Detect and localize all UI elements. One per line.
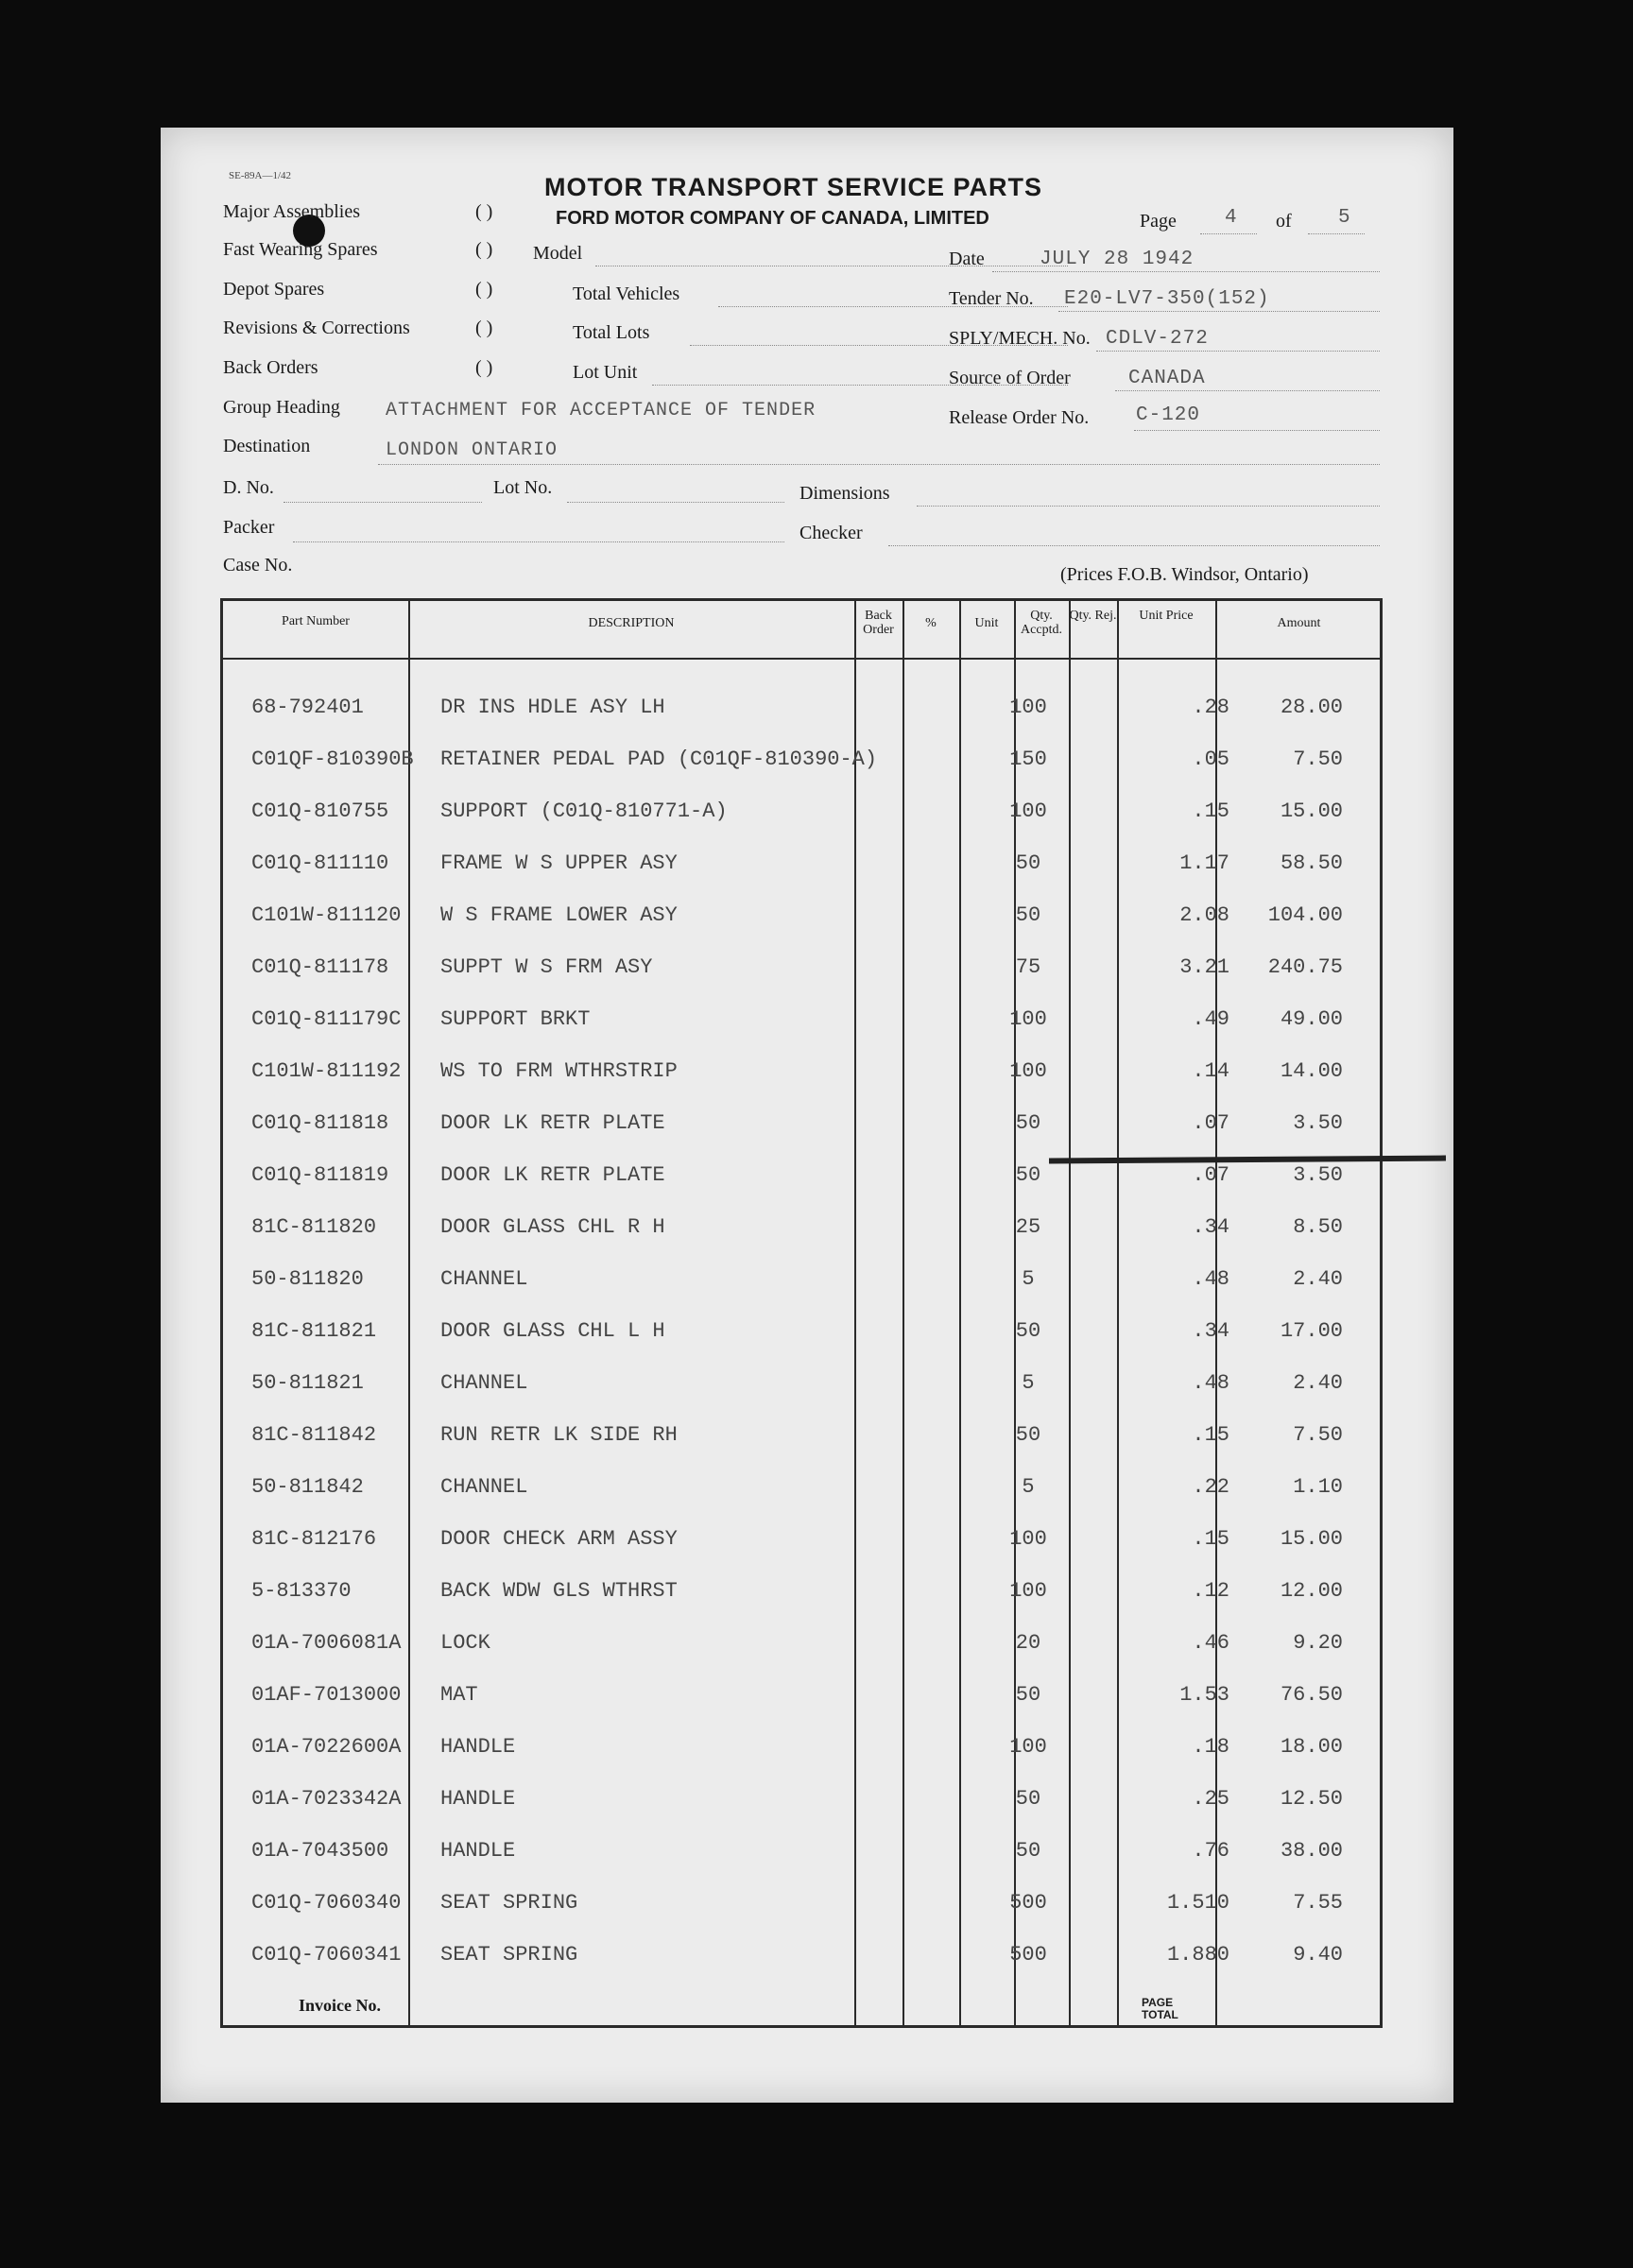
part-number-cell: C01Q-811819 bbox=[251, 1163, 389, 1187]
unit-price-cell: 3.21 bbox=[1179, 955, 1229, 979]
amount-cell: 17.00 bbox=[1280, 1319, 1343, 1343]
dimensions-label: Dimensions bbox=[799, 483, 890, 504]
part-number-cell: 01AF-7013000 bbox=[251, 1683, 402, 1707]
part-number-cell: 50-811820 bbox=[251, 1267, 364, 1291]
amount-cell: 9.40 bbox=[1293, 1943, 1343, 1967]
lot-unit-label: Lot Unit bbox=[573, 362, 638, 383]
col-description: DESCRIPTION bbox=[588, 616, 675, 630]
part-number-cell: C01Q-810755 bbox=[251, 799, 389, 823]
description-cell: SUPPORT BRKT bbox=[440, 1007, 591, 1031]
description-cell: RUN RETR LK SIDE RH bbox=[440, 1423, 678, 1447]
table-row bbox=[223, 1464, 1380, 1515]
part-number-cell: 01A-7006081A bbox=[251, 1631, 402, 1655]
description-cell: CHANNEL bbox=[440, 1475, 528, 1499]
qty-accepted-cell: 100 bbox=[1009, 1735, 1047, 1759]
amount-cell: 12.50 bbox=[1280, 1787, 1343, 1811]
release-order-label: Release Order No. bbox=[949, 407, 1090, 428]
table-row bbox=[223, 996, 1380, 1047]
amount-cell: 15.00 bbox=[1280, 799, 1343, 823]
table-row bbox=[223, 1620, 1380, 1671]
amount-cell: 18.00 bbox=[1280, 1735, 1343, 1759]
col-part-number: Part Number bbox=[282, 614, 350, 628]
sply-mech-label: SPLY/MECH. No. bbox=[949, 328, 1091, 349]
qty-accepted-cell: 50 bbox=[1015, 1839, 1041, 1863]
tender-value: E20-LV7-350(152) bbox=[1064, 288, 1270, 310]
description-cell: RETAINER PEDAL PAD (C01QF-810390-A) bbox=[440, 747, 878, 771]
table-row bbox=[223, 840, 1380, 891]
description-cell: CHANNEL bbox=[440, 1371, 528, 1395]
amount-cell: 49.00 bbox=[1280, 1007, 1343, 1031]
table-row bbox=[223, 944, 1380, 995]
unit-price-cell: .05 bbox=[1192, 747, 1229, 771]
qty-accepted-cell: 50 bbox=[1015, 1423, 1041, 1447]
col-back-order: Back Order bbox=[863, 609, 894, 637]
qty-accepted-cell: 100 bbox=[1009, 799, 1047, 823]
qty-accepted-cell: 5 bbox=[1022, 1371, 1035, 1395]
unit-price-cell: .25 bbox=[1192, 1787, 1229, 1811]
tender-label: Tender No. bbox=[949, 288, 1034, 309]
col-qty-accptd: Qty. Accptd. bbox=[1021, 609, 1062, 637]
table-row bbox=[223, 892, 1380, 943]
part-number-cell: 81C-811821 bbox=[251, 1319, 377, 1343]
checker-label: Checker bbox=[799, 523, 863, 543]
qty-accepted-cell: 25 bbox=[1015, 1215, 1041, 1239]
description-cell: DOOR CHECK ARM ASSY bbox=[440, 1527, 678, 1551]
qty-accepted-cell: 50 bbox=[1015, 1163, 1041, 1187]
description-cell: DOOR GLASS CHL R H bbox=[440, 1215, 665, 1239]
unit-price-cell: .34 bbox=[1192, 1215, 1229, 1239]
qty-accepted-cell: 5 bbox=[1022, 1475, 1035, 1499]
table-row bbox=[223, 1880, 1380, 1931]
amount-cell: 14.00 bbox=[1280, 1059, 1343, 1083]
description-cell: SEAT SPRING bbox=[440, 1891, 578, 1915]
fast-wearing-spares-label: Fast Wearing Spares bbox=[223, 239, 378, 260]
col-unit: Unit bbox=[974, 616, 999, 630]
qty-accepted-cell: 50 bbox=[1015, 851, 1041, 875]
description-cell: SUPPT W S FRM ASY bbox=[440, 955, 653, 979]
table-row bbox=[223, 1568, 1380, 1619]
table-row bbox=[223, 1412, 1380, 1463]
part-number-cell: C01QF-810390B bbox=[251, 747, 414, 771]
description-cell: DOOR GLASS CHL L H bbox=[440, 1319, 665, 1343]
unit-price-cell: 2.08 bbox=[1179, 903, 1229, 927]
amount-cell: 15.00 bbox=[1280, 1527, 1343, 1551]
part-number-cell: C01Q-811179C bbox=[251, 1007, 402, 1031]
group-heading-value: ATTACHMENT FOR ACCEPTANCE OF TENDER bbox=[386, 400, 816, 421]
table-row bbox=[223, 1256, 1380, 1307]
source-label: Source of Order bbox=[949, 368, 1071, 388]
table-row bbox=[223, 1828, 1380, 1879]
table-row bbox=[223, 1100, 1380, 1151]
description-cell: HANDLE bbox=[440, 1839, 516, 1863]
unit-price-cell: 1.510 bbox=[1166, 1891, 1229, 1915]
unit-price-cell: .49 bbox=[1192, 1007, 1229, 1031]
form-code: SE-89A—1/42 bbox=[229, 170, 291, 181]
unit-price-cell: .15 bbox=[1192, 799, 1229, 823]
amount-cell: 12.00 bbox=[1280, 1579, 1343, 1603]
description-cell: DR INS HDLE ASY LH bbox=[440, 696, 665, 719]
table-row bbox=[223, 1360, 1380, 1411]
amount-cell: 38.00 bbox=[1280, 1839, 1343, 1863]
unit-price-cell: .48 bbox=[1192, 1267, 1229, 1291]
amount-cell: 3.50 bbox=[1293, 1163, 1343, 1187]
table-row bbox=[223, 1932, 1380, 1983]
table-row bbox=[223, 1776, 1380, 1827]
unit-price-cell: .48 bbox=[1192, 1371, 1229, 1395]
description-cell: BACK WDW GLS WTHRST bbox=[440, 1579, 678, 1603]
lot-no-label: Lot No. bbox=[493, 477, 553, 498]
part-number-cell: 68-792401 bbox=[251, 696, 364, 719]
qty-accepted-cell: 150 bbox=[1009, 747, 1047, 771]
destination-value: LONDON ONTARIO bbox=[386, 439, 559, 461]
model-label: Model bbox=[533, 243, 583, 264]
unit-price-cell: 1.17 bbox=[1179, 851, 1229, 875]
qty-accepted-cell: 500 bbox=[1009, 1943, 1047, 1967]
page-total-label: PAGE TOTAL bbox=[1142, 1996, 1178, 2021]
amount-cell: 58.50 bbox=[1280, 851, 1343, 875]
unit-price-cell: .28 bbox=[1192, 696, 1229, 719]
source-value: CANADA bbox=[1128, 368, 1206, 389]
description-cell: SUPPORT (C01Q-810771-A) bbox=[440, 799, 728, 823]
qty-accepted-cell: 100 bbox=[1009, 1579, 1047, 1603]
col-qty-rej: Qty. Rej. bbox=[1069, 609, 1117, 623]
part-number-cell: C01Q-811178 bbox=[251, 955, 389, 979]
description-cell: HANDLE bbox=[440, 1787, 516, 1811]
table-row bbox=[223, 1204, 1380, 1255]
description-cell: MAT bbox=[440, 1683, 478, 1707]
qty-accepted-cell: 75 bbox=[1015, 955, 1041, 979]
part-number-cell: 01A-7022600A bbox=[251, 1735, 402, 1759]
table-row bbox=[223, 1516, 1380, 1567]
release-order-value: C-120 bbox=[1136, 404, 1201, 426]
page-total-count: 5 bbox=[1338, 207, 1351, 229]
description-cell: HANDLE bbox=[440, 1735, 516, 1759]
amount-cell: 76.50 bbox=[1280, 1683, 1343, 1707]
qty-accepted-cell: 500 bbox=[1009, 1891, 1047, 1915]
unit-price-cell: .12 bbox=[1192, 1579, 1229, 1603]
col-unit-price: Unit Price bbox=[1139, 609, 1194, 623]
description-cell: DOOR LK RETR PLATE bbox=[440, 1111, 665, 1135]
amount-cell: 240.75 bbox=[1267, 955, 1343, 979]
table-row bbox=[223, 736, 1380, 787]
back-orders-checkbox: ( ) bbox=[475, 357, 493, 378]
of-label: of bbox=[1276, 211, 1292, 232]
col-amount: Amount bbox=[1277, 616, 1321, 630]
amount-cell: 104.00 bbox=[1267, 903, 1343, 927]
date-label: Date bbox=[949, 249, 985, 269]
page-number: 4 bbox=[1225, 207, 1238, 229]
table-row bbox=[223, 788, 1380, 839]
qty-accepted-cell: 50 bbox=[1015, 1787, 1041, 1811]
description-cell: LOCK bbox=[440, 1631, 490, 1655]
qty-accepted-cell: 50 bbox=[1015, 1319, 1041, 1343]
part-number-cell: 81C-811842 bbox=[251, 1423, 377, 1447]
description-cell: SEAT SPRING bbox=[440, 1943, 578, 1967]
table-row bbox=[223, 1308, 1380, 1359]
unit-price-cell: 1.53 bbox=[1179, 1683, 1229, 1707]
company-name: FORD MOTOR COMPANY OF CANADA, LIMITED bbox=[556, 208, 989, 229]
part-number-cell: 5-813370 bbox=[251, 1579, 352, 1603]
invoice-label: Invoice No. bbox=[299, 1996, 381, 2015]
group-heading-label: Group Heading bbox=[223, 397, 340, 418]
part-number-cell: C01Q-811110 bbox=[251, 851, 389, 875]
fast-wearing-spares-checkbox: ( ) bbox=[475, 239, 493, 260]
part-number-cell: 81C-812176 bbox=[251, 1527, 377, 1551]
amount-cell: 2.40 bbox=[1293, 1371, 1343, 1395]
part-number-cell: C01Q-7060341 bbox=[251, 1943, 402, 1967]
table-row bbox=[223, 1724, 1380, 1775]
qty-accepted-cell: 20 bbox=[1015, 1631, 1041, 1655]
back-orders-label: Back Orders bbox=[223, 357, 318, 378]
prices-note: (Prices F.O.B. Windsor, Ontario) bbox=[1060, 564, 1309, 585]
unit-price-cell: .15 bbox=[1192, 1527, 1229, 1551]
part-number-cell: 50-811842 bbox=[251, 1475, 364, 1499]
part-number-cell: 50-811821 bbox=[251, 1371, 364, 1395]
qty-accepted-cell: 50 bbox=[1015, 1683, 1041, 1707]
description-cell: DOOR LK RETR PLATE bbox=[440, 1163, 665, 1187]
revisions-label: Revisions & Corrections bbox=[223, 318, 410, 338]
unit-price-cell: .46 bbox=[1192, 1631, 1229, 1655]
table-row bbox=[223, 1048, 1380, 1099]
parts-table bbox=[220, 598, 1383, 2028]
col-percent: % bbox=[925, 616, 937, 630]
unit-price-cell: .15 bbox=[1192, 1423, 1229, 1447]
part-number-cell: C01Q-7060340 bbox=[251, 1891, 402, 1915]
packer-label: Packer bbox=[223, 517, 275, 538]
major-assemblies-label: Major Assemblies bbox=[223, 201, 360, 222]
depot-spares-label: Depot Spares bbox=[223, 279, 325, 300]
amount-cell: 3.50 bbox=[1293, 1111, 1343, 1135]
qty-accepted-cell: 50 bbox=[1015, 1111, 1041, 1135]
qty-accepted-cell: 100 bbox=[1009, 1527, 1047, 1551]
depot-spares-checkbox: ( ) bbox=[475, 279, 493, 300]
sply-mech-value: CDLV-272 bbox=[1106, 328, 1209, 350]
description-cell: FRAME W S UPPER ASY bbox=[440, 851, 678, 875]
unit-price-cell: .76 bbox=[1192, 1839, 1229, 1863]
description-cell: W S FRAME LOWER ASY bbox=[440, 903, 678, 927]
destination-label: Destination bbox=[223, 436, 311, 456]
description-cell: WS TO FRM WTHRSTRIP bbox=[440, 1059, 678, 1083]
description-cell: CHANNEL bbox=[440, 1267, 528, 1291]
amount-cell: 28.00 bbox=[1280, 696, 1343, 719]
unit-price-cell: 1.880 bbox=[1166, 1943, 1229, 1967]
part-number-cell: C101W-811192 bbox=[251, 1059, 402, 1083]
part-number-cell: 81C-811820 bbox=[251, 1215, 377, 1239]
amount-cell: 7.50 bbox=[1293, 1423, 1343, 1447]
unit-price-cell: .14 bbox=[1192, 1059, 1229, 1083]
unit-price-cell: .18 bbox=[1192, 1735, 1229, 1759]
qty-accepted-cell: 100 bbox=[1009, 1007, 1047, 1031]
page-label: Page bbox=[1140, 211, 1177, 232]
part-number-cell: C101W-811120 bbox=[251, 903, 402, 927]
part-number-cell: 01A-7023342A bbox=[251, 1787, 402, 1811]
d-no-label: D. No. bbox=[223, 477, 274, 498]
date-value: JULY 28 1942 bbox=[1040, 249, 1195, 270]
form-sheet bbox=[161, 128, 1453, 2103]
table-row bbox=[223, 1672, 1380, 1723]
unit-price-cell: .34 bbox=[1192, 1319, 1229, 1343]
qty-accepted-cell: 50 bbox=[1015, 903, 1041, 927]
part-number-cell: 01A-7043500 bbox=[251, 1839, 389, 1863]
part-number-cell: C01Q-811818 bbox=[251, 1111, 389, 1135]
major-assemblies-checkbox: ( ) bbox=[475, 201, 493, 222]
unit-price-cell: .07 bbox=[1192, 1163, 1229, 1187]
unit-price-cell: .07 bbox=[1192, 1111, 1229, 1135]
unit-price-cell: .22 bbox=[1192, 1475, 1229, 1499]
total-vehicles-label: Total Vehicles bbox=[573, 284, 680, 304]
qty-accepted-cell: 5 bbox=[1022, 1267, 1035, 1291]
qty-accepted-cell: 100 bbox=[1009, 696, 1047, 719]
amount-cell: 9.20 bbox=[1293, 1631, 1343, 1655]
amount-cell: 2.40 bbox=[1293, 1267, 1343, 1291]
case-no-label: Case No. bbox=[223, 555, 293, 576]
qty-accepted-cell: 100 bbox=[1009, 1059, 1047, 1083]
amount-cell: 8.50 bbox=[1293, 1215, 1343, 1239]
amount-cell: 7.50 bbox=[1293, 747, 1343, 771]
amount-cell: 7.55 bbox=[1293, 1891, 1343, 1915]
revisions-checkbox: ( ) bbox=[475, 318, 493, 338]
total-lots-label: Total Lots bbox=[573, 322, 650, 343]
form-title: MOTOR TRANSPORT SERVICE PARTS bbox=[544, 173, 1043, 201]
amount-cell: 1.10 bbox=[1293, 1475, 1343, 1499]
table-row bbox=[223, 684, 1380, 735]
